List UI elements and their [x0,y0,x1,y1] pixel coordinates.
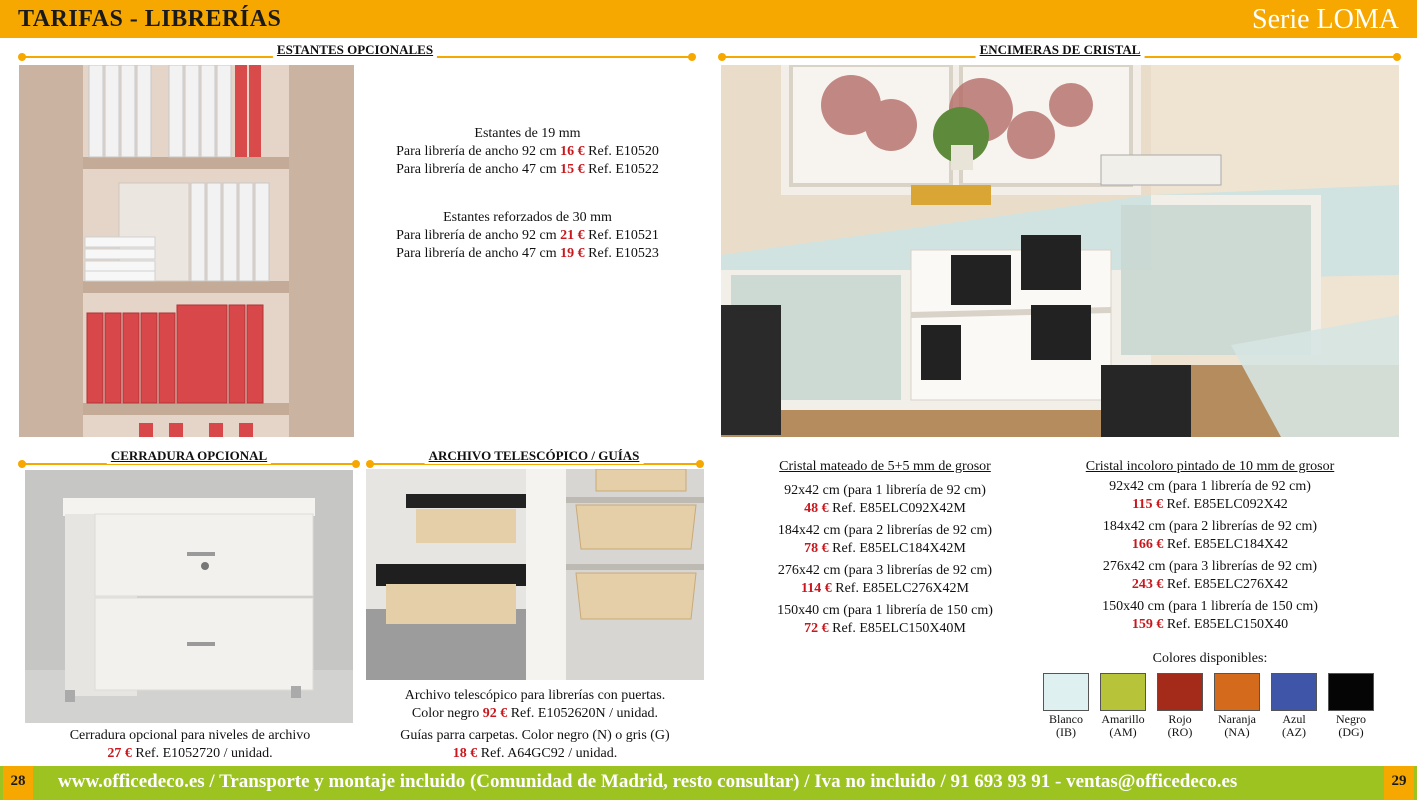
ref-code: Ref. E85ELC092X42M [832,501,966,516]
page-title: TARIFAS - LIBRERÍAS [18,6,282,32]
color-label-negro: Negro (DG) [1336,712,1366,739]
estantes-30mm-title: Estantes reforzados de 30 mm [443,210,612,225]
series-name: Serie LOMA [1252,4,1399,35]
ref-code: Ref. E85ELC276X42 [1166,577,1289,592]
color-swatch-amarillo [1100,673,1146,711]
archivo-line1: Archivo telescópico para librerías con puertas. [404,688,666,703]
price: 15 € [560,162,585,177]
mateado-item [745,602,1025,638]
estantes-19mm-line-92 [360,143,695,161]
price: 19 € [560,246,585,261]
estantes-30mm-line-47 [360,245,695,263]
mateado-title: Cristal mateado de 5+5 mm de grosor [779,459,991,474]
incoloro-item [1040,478,1380,514]
price: 18 € [452,746,478,761]
size-label: 92x42 cm (para 1 librería de 92 cm) [784,483,986,498]
incoloro-item [1040,518,1380,554]
ref-code: Ref. E1052720 / unidad. [135,746,273,761]
cerradura-line1: Cerradura opcional para niveles de archivo [69,728,311,743]
incoloro-item [1040,558,1380,594]
estantes-prices [360,125,695,281]
archivo-text [366,687,704,763]
size-label: 92x42 cm (para 1 librería de 92 cm) [1109,479,1311,494]
estantes-19mm-title: Estantes de 19 mm [474,126,581,141]
cerradura-text [22,727,358,763]
ref-code: Ref. E85ELC184X42 [1166,537,1289,552]
price: 166 € [1131,537,1164,552]
archivo-line3: Guías parra carpetas. Color negro (N) o gris (G) [400,728,670,743]
ref-code: Ref. E10521 [588,228,659,243]
size-label: 276x42 cm (para 3 librerías de 92 cm) [777,563,993,578]
color-swatch-azul [1271,673,1317,711]
estantes-19mm [360,125,695,179]
color-swatch-negro [1328,673,1374,711]
mateado-item [745,482,1025,518]
ref-code: Ref. E1052620N / unidad. [510,706,659,721]
price: 27 € [107,746,132,761]
archivo-line4 [366,745,704,763]
color-label: Color negro [411,706,480,721]
section-title-estantes: ESTANTES OPCIONALES [273,42,437,58]
estantes-30mm-line-92 [360,227,695,245]
color-label-naranja: Naranja (NA) [1218,712,1256,739]
price: 92 € [482,706,508,721]
size-label: Para librería de ancho 92 cm [396,144,557,159]
size-label: Para librería de ancho 92 cm [396,228,557,243]
price: 16 € [560,144,585,159]
ref-code: Ref. E85ELC150X40 [1166,617,1289,632]
size-label: 150x40 cm (para 1 librería de 150 cm) [777,603,993,618]
ref-code: Ref. E10523 [588,246,659,261]
color-label-azul: Azul (AZ) [1282,712,1306,739]
color-label-blanco: Blanco (IB) [1049,712,1083,739]
incoloro-item [1040,598,1380,634]
color-swatch-blanco [1043,673,1089,711]
color-label-amarillo: Amarillo (AM) [1101,712,1145,739]
mateado-item [745,562,1025,598]
ref-code: Ref. E10522 [588,162,659,177]
price: 115 € [1132,497,1163,512]
ref-code: Ref. A64GC92 / unidad. [480,746,618,761]
price: 78 € [804,541,829,556]
ref-code: Ref. E85ELC092X42 [1166,497,1288,512]
color-swatch-rojo [1157,673,1203,711]
price: 48 € [804,501,829,516]
incoloro-column [1040,458,1380,638]
price: 72 € [804,621,829,636]
size-label: 150x40 cm (para 1 librería de 150 cm) [1102,599,1318,614]
ref-code: Ref. E10520 [588,144,659,159]
size-label: Para librería de ancho 47 cm [396,246,557,261]
section-title-encimeras: ENCIMERAS DE CRISTAL [976,42,1145,58]
page-header [0,0,1417,38]
price: 243 € [1131,577,1164,592]
lock-cabinet-photo [25,470,353,723]
size-label: 276x42 cm (para 3 librerías de 92 cm) [1102,559,1318,574]
size-label: 184x42 cm (para 2 librerías de 92 cm) [1102,519,1318,534]
section-title-archivo: ARCHIVO TELESCÓPICO / GUÍAS [425,448,644,464]
incoloro-title: Cristal incoloro pintado de 10 mm de grosor [1085,459,1335,474]
telescopic-file-photo [366,469,704,680]
price: 21 € [560,228,585,243]
size-label: Para librería de ancho 47 cm [396,162,557,177]
colors-title: Colores disponibles: [1152,651,1268,666]
cerradura-line2 [22,745,358,763]
page-number-right: 29 [1384,766,1414,800]
estantes-19mm-line-47 [360,161,695,179]
page-number-left: 28 [3,766,33,800]
color-swatch-naranja [1214,673,1260,711]
shelves-photo [19,65,354,437]
archivo-line2 [366,705,704,723]
page-footer [0,766,1417,800]
ref-code: Ref. E85ELC276X42M [835,581,969,596]
footer-text: www.officedeco.es / Transporte y montaje incluido (Comunidad de Madrid, resto consultar) / Iva no incluido / 91 693 93 91 - ventas@officedeco.es [58,771,1238,792]
price: 159 € [1131,617,1164,632]
size-label: 184x42 cm (para 2 librerías de 92 cm) [777,523,993,538]
estantes-30mm [360,209,695,263]
glass-tops-photo [721,65,1399,437]
mateado-item [745,522,1025,558]
ref-code: Ref. E85ELC184X42M [832,541,966,556]
ref-code: Ref. E85ELC150X40M [832,621,966,636]
color-label-rojo: Rojo (RO) [1167,712,1193,739]
mateado-column [745,458,1025,642]
section-title-cerradura: CERRADURA OPCIONAL [107,448,271,464]
price: 114 € [801,581,832,596]
